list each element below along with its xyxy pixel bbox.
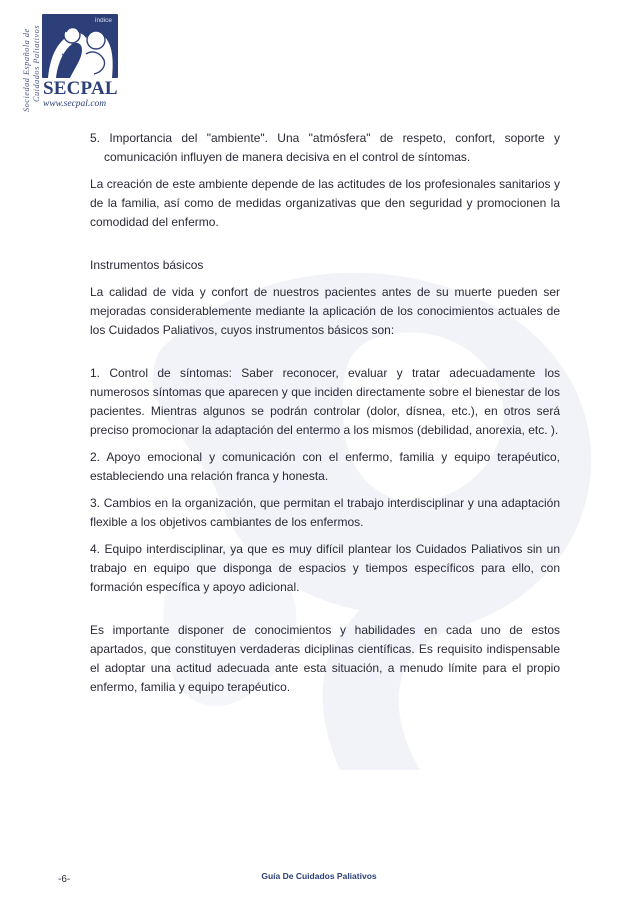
paragraph-calidad: La calidad de vida y confort de nuestros pacientes antes de su muerte pueden ser mejoradas considerablemente mediante la aplicación de los conocimientos actuales de los Cuidados Paliativos, cuyos instrumentos básicos son: xyxy=(90,285,560,337)
list-item-5: 5. Importancia del "ambiente". Una "atmósfera" de respeto, confort, soporte y comunicación influyen de manera decisiva en el control de síntomas. xyxy=(90,131,560,164)
list-item-3: 3. Cambios en la organización, que permitan el trabajo interdisciplinar y una adaptación flexible a los objetivos cambiantes de los enfermos. xyxy=(90,496,560,529)
list-item-2: 2. Apoyo emocional y comunicación con el enfermo, familia y equipo terapéutico, estableciendo una relación franca y honesta. xyxy=(90,450,560,483)
website-link[interactable]: www.secpal.com xyxy=(43,99,107,109)
page-content xyxy=(90,129,560,705)
index-link[interactable]: índice xyxy=(94,17,112,24)
paragraph-final: Es importante disponer de conocimientos y habilidades en cada uno de estos apartados, que constituyen verdaderas diciplinas científicas. Es requisito indispensable el adoptar una actitud adecuada ante esta situación, a menudo límite para el propio enfermo, familia y equipo terapéutico. xyxy=(90,623,560,694)
brand-name: SECPAL xyxy=(43,78,118,99)
paragraph-ambiente: La creación de este ambiente depende de las actitudes de los profesionales sanitarios y de la familia, así como de medidas organizativas que den seguridad y promocionen la comodidad del enfermo. xyxy=(90,177,560,229)
organization-name-vertical xyxy=(22,25,42,112)
logo-emblem xyxy=(42,14,118,78)
section-heading: Instrumentos básicos xyxy=(90,258,204,272)
guide-title: Guía De Cuidados Paliativos xyxy=(261,871,377,881)
page-number: -6- xyxy=(58,874,71,885)
org-line-1: Sociedad Española de xyxy=(22,28,31,112)
list-item-1: 1. Control de síntomas: Saber reconocer, evaluar y tratar adecuadamente los numerosos síntomas que aparecen y que inciden directamente sobre el bienestar de los pacientes. Mientras algunos se podrán controlar (dolor, dísnea, etc.), en otros será preciso promocionar la adaptación del entermo a los mismos (debilidad, anorexia, etc. ). xyxy=(90,366,560,437)
list-item-4: 4. Equipo interdisciplinar, ya que es muy difícil plantear los Cuidados Paliativos sin un trabajo en equipo que disponga de espacios y tiempos específicos para ello, con formación específica y apoyo adicional. xyxy=(90,542,560,594)
org-line-2: Cuidados Paliativos xyxy=(32,24,41,102)
